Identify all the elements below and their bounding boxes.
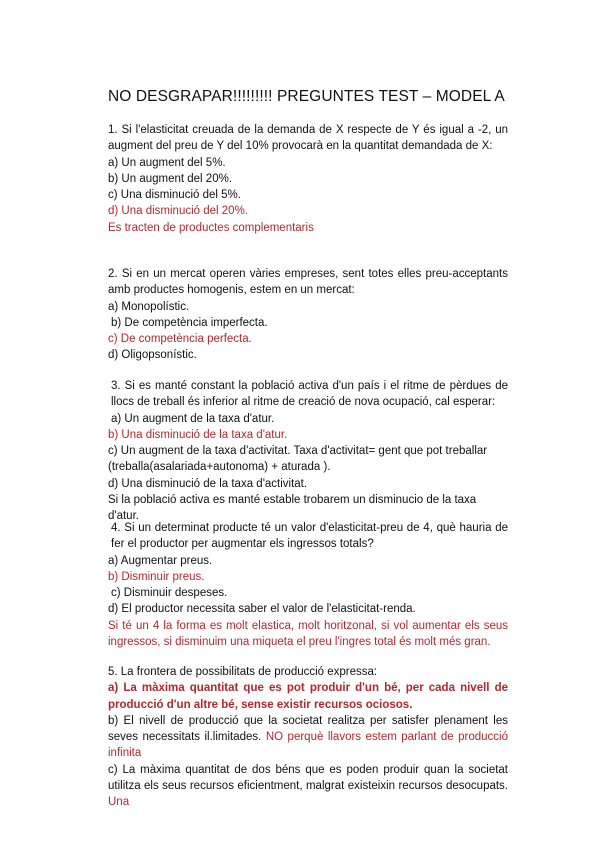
q5-option-b-text: b) El nivell de producció que la societat realitza per satisfer plenament les seves necessitats il.limitades. [108, 714, 508, 744]
question-1-stem: 1. Si l'elasticitat creuada de la demanda de X respecte de Y és igual a -2, un augment del preu de Y del 10% provocarà en la quantitat demandada de X: [108, 124, 508, 153]
q4-option-b-answer: b) Disminuir preus. [108, 570, 205, 583]
q3-option-c-line1: c) Un augment de la taxa d'activitat. Taxa d'activitat= gent que pot treballar [108, 445, 488, 458]
question-5-stem: 5. La frontera de possibilitats de producció expressa: [108, 666, 378, 678]
question-3 [108, 378, 508, 525]
q4-option-d: d) El productor necessita saber el valor de l'elasticitat-renda. [108, 603, 416, 616]
q1-option-b: b) Un augment del 20%. [108, 172, 233, 185]
question-4 [108, 520, 508, 650]
q2-option-c-answer: c) De competència perfecta. [108, 333, 252, 346]
q2-option-d: d) Oligopsonístic. [108, 349, 197, 362]
q4-option-a: a) Augmentar preus. [108, 554, 213, 567]
q5-option-c-note: Una [108, 796, 130, 809]
question-5 [108, 664, 508, 811]
q1-option-d-answer: d) Una disminució del 20%. [108, 205, 248, 218]
question-2-stem: 2. Si en un mercat operen vàries empreses, sent totes elles preu-acceptants amb productes homogenis, estem en un mercat: [108, 268, 508, 297]
q5-option-b [108, 713, 508, 762]
q3-note: Si la població activa es manté estable trobarem un disminucio de la taxa d'atur. [108, 494, 477, 523]
q5-option-c-text: c) La màxima quantitat de dos béns que es poden produir quan la societat utilitza els seus recursos eficientment, malgrat existeixin recursos desocupats. [108, 763, 508, 793]
question-3-stem: 3. Si es manté constant la població activa d'un país i el ritme de pèrdues de llocs de treball és inferior al ritme de creació de nova ocupació, cal esperar: [111, 380, 508, 409]
q3-option-c-line2: (treballa(asalariada+autonoma) + aturada ). [108, 461, 331, 474]
q3-option-a: a) Un augment de la taxa d'atur. [111, 412, 275, 425]
question-4-stem: 4. Si un determinat producte té un valor d'elasticitat-preu de 4, què hauria de fer el productor per augmentar els ingressos totals? [111, 522, 508, 551]
q5-option-c [108, 762, 508, 811]
q4-option-c: c) Disminuir despeses. [111, 587, 228, 600]
q2-option-a: a) Monopolístic. [108, 300, 190, 313]
page-title: NO DESGRAPAR!!!!!!!!! PREGUNTES TEST – MODEL A [108, 88, 505, 105]
q5-option-b-note: NO perquè llavors estem parlant de producció infinita [108, 731, 509, 760]
q1-note: Es tracten de productes complementaris [108, 221, 314, 234]
q1-option-c: c) Una disminució del 5%. [108, 189, 241, 202]
question-1 [108, 122, 508, 236]
q3-option-d: d) Una disminució de la taxa d'activitat. [108, 477, 308, 490]
q5-option-a-answer: a) La màxima quantitat que es pot produir d'un bé, per cada nivell de producció d'un altre bé, sense existir recursos ociosos. [108, 682, 508, 711]
q3-option-b-answer: b) Una disminució de la taxa d'atur. [108, 428, 288, 441]
q4-note: Si té un 4 la forma es molt elastica, molt horitzonal, si vol aumentar els seus ingressos, si disminuim una miqueta el preu l'ingres total és molt més gran. [108, 619, 508, 649]
q1-option-a: a) Un augment del 5%. [108, 156, 226, 169]
question-2 [108, 266, 508, 364]
q2-option-b: b) De competència imperfecta. [111, 316, 268, 329]
